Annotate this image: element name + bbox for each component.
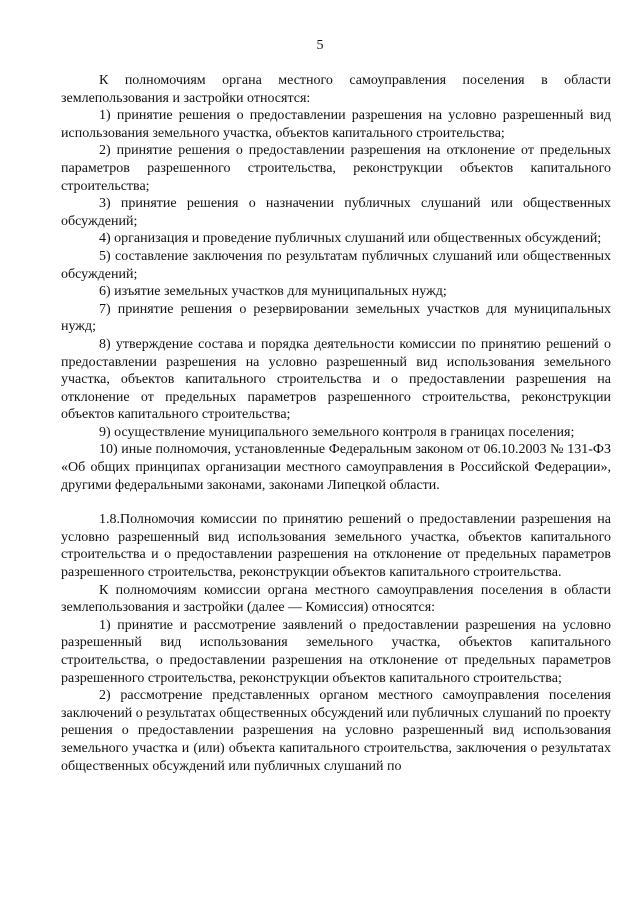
document-body xyxy=(61,72,611,775)
list-item-3: 3) принятие решения о назначении публичных слушаний или общественных обсуждений; xyxy=(61,196,611,229)
list-item-6: 6) изъятие земельных участков для муниципальных нужд; xyxy=(99,284,447,300)
page-number: 5 xyxy=(316,38,324,53)
commission-item-2: 2) рассмотрение представленных органом местного самоуправления поселения заключений о результатах общественных обсуждений или публичных слушаний по проекту решения о предоставлении разрешения на условно разрешенный вид использования земельного участка и (или) объекта капитального строительства, заключения о результатах общественных обсуждений или публичных слушаний по xyxy=(61,688,611,774)
section-heading-1-8: 1.8.Полномочия комиссии по принятию решений о предоставлении разрешения на условно разрешенный вид использования земельного участка, объектов капитального строительства и о предоставлении разрешения на отклонение от предельных параметров разрешенного строительства, реконструкции объектов капитального строительства. xyxy=(61,512,611,581)
list-item-4: 4) организация и проведение публичных слушаний или общественных обсуждений; xyxy=(99,231,602,247)
list-item-8: 8) утверждение состава и порядка деятельности комиссии по принятию решений о предоставлении разрешения на условно разрешенный вид использования земельного участка, объектов капитального строительства и о предоставлении разрешения на отклонение от предельных параметров разрешенного строительства, реконструкции объектов капитального строительства; xyxy=(61,336,611,423)
list-item-2: 2) принятие решения о предоставлении разрешения на отклонение от предельных параметров разрешенного строительства, реконструкции объектов капитального строительства; xyxy=(61,143,611,194)
list-item-7: 7) принятие решения о резервировании земельных участков для муниципальных нужд; xyxy=(61,301,611,335)
list-item-5: 5) составление заключения по результатам публичных слушаний или общественных обсуждений; xyxy=(61,248,611,282)
list-item-9: 9) осуществление муниципального земельного контроля в границах поселения; xyxy=(99,424,575,440)
paragraph-intro: К полномочиям органа местного самоуправления поселения в области землепользования и застройки относятся: xyxy=(61,73,611,106)
list-item-1: 1) принятие решения о предоставлении разрешения на условно разрешенный вид использования земельного участка, объектов капитального строительства; xyxy=(61,108,611,141)
list-item-10: 10) иные полномочия, установленные Федеральным законом от 06.10.2003 № 131-ФЗ «Об общих принципах организации местного самоуправления в Российской Федерации», другими федеральными законами, законами Липецкой области. xyxy=(61,442,611,493)
paragraph-commission-intro: К полномочиям комиссии органа местного самоуправления поселения в области землепользования и застройки (далее — Комиссия) относятся: xyxy=(61,582,611,616)
commission-item-1: 1) принятие и рассмотрение заявлений о предоставлении разрешения на условно разрешенный вид использования земельного участка, объектов капитального строительства, о предоставлении разрешения на отклонение от предельных параметров разрешенного строительства, реконструкции объектов капитального строительства; xyxy=(61,617,611,686)
